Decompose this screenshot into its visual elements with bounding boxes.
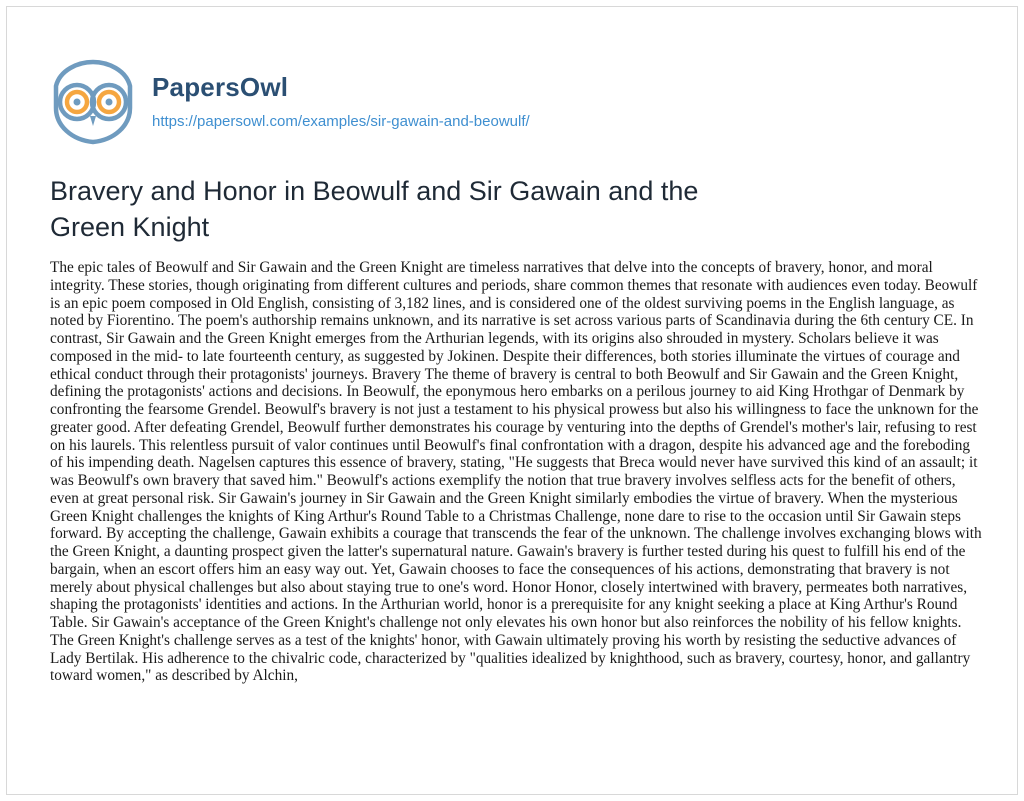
article-body: The epic tales of Beowulf and Sir Gawain and the Green Knight are timeless narratives that delve into the concepts of bravery, honor, and moral integrity. These stories, though originating from different cultures and periods, share common themes that resonate with audiences even today. Beowulf is an epic poem composed in Old English, consisting of 3,182 lines, and is considered one of the oldest surviving poems in the English language, as noted by Fiorentino. The poem's authorship remains unknown, and its narrative is set across various parts of Scandinavia during the 6th century CE. In contrast, Sir Gawain and the Green Knight emerges from the Arthurian legends, with its origins also shrouded in mystery. Scholars believe it was composed in the mid- to late fourteenth century, as suggested by Jokinen. Despite their differences, both stories illuminate the virtues of courage and ethical conduct through their protagonists' journeys. Bravery The theme of bravery is central to both Beowulf and Sir Gawain and the Green Knight, defining the protagonists' actions and decisions. In Beowulf, the eponymous hero embarks on a perilous journey to aid King Hrothgar of Denmark by confronting the fearsome Grendel. Beowulf's bravery is not just a testament to his physical prowess but also his willingness to face the unknown for the greater good. After defeating Grendel, Beowulf further demonstrates his courage by venturing into the depths of Grendel's mother's lair, refusing to rest on his laurels. This relentless pursuit of valor continues until Beowulf's final confrontation with a dragon, despite his advanced age and the foreboding of his impending death. Nagelsen captures this essence of bravery, stating, "He suggests that Breca would never have survived this kind of an assault; it was Beowulf's own bravery that saved him." Beowulf's actions exemplify the notion that true bravery involves selfless acts for the benefit of others, even at great personal risk. Sir Gawain's journey in Sir Gawain and the Green Knight similarly embodies the virtue of bravery. When the mysterious Green Knight challenges the knights of King Arthur's Round Table to a Christmas Challenge, none dare to rise to the occasion until Sir Gawain steps forward. By accepting the challenge, Gawain exhibits a courage that transcends the fear of the unknown. The challenge involves exchanging blows with the Green Knight, a daunting prospect given the latter's supernatural nature. Gawain's bravery is further tested during his quest to fulfill his end of the bargain, when an escort offers him an easy way out. Yet, Gawain chooses to face the consequences of his actions, demonstrating that bravery is not merely about physical challenges but also about staying true to one's word. Honor Honor, closely intertwined with bravery, permeates both narratives, shaping the protagonists' identities and actions. In the Arthurian world, honor is a prerequisite for any knight seeking a place at King Arthur's Round Table. Sir Gawain's acceptance of the Green Knight's challenge not only elevates his own honor but also reinforces the nobility of his fellow knights. The Green Knight's challenge serves as a test of the knights' honor, with Gawain ultimately proving his worth by resisting the seductive advances of Lady Bertilak. His adherence to the chivalric code, characterized by "qualities idealized by knighthood, such as bravery, courtesy, honor, and gallantry toward women," as described by Alchin, <box>50 259 982 685</box>
header <box>50 56 530 146</box>
article-title: Bravery and Honor in Beowulf and Sir Gawain and the Green Knight <box>50 176 699 242</box>
owl-eyes-logo-icon <box>50 56 136 146</box>
brand-name[interactable]: PapersOwl <box>152 71 289 102</box>
source-url-link[interactable]: https://papersowl.com/examples/sir-gawain-and-beowulf/ <box>152 112 530 130</box>
brand-block <box>152 71 530 130</box>
